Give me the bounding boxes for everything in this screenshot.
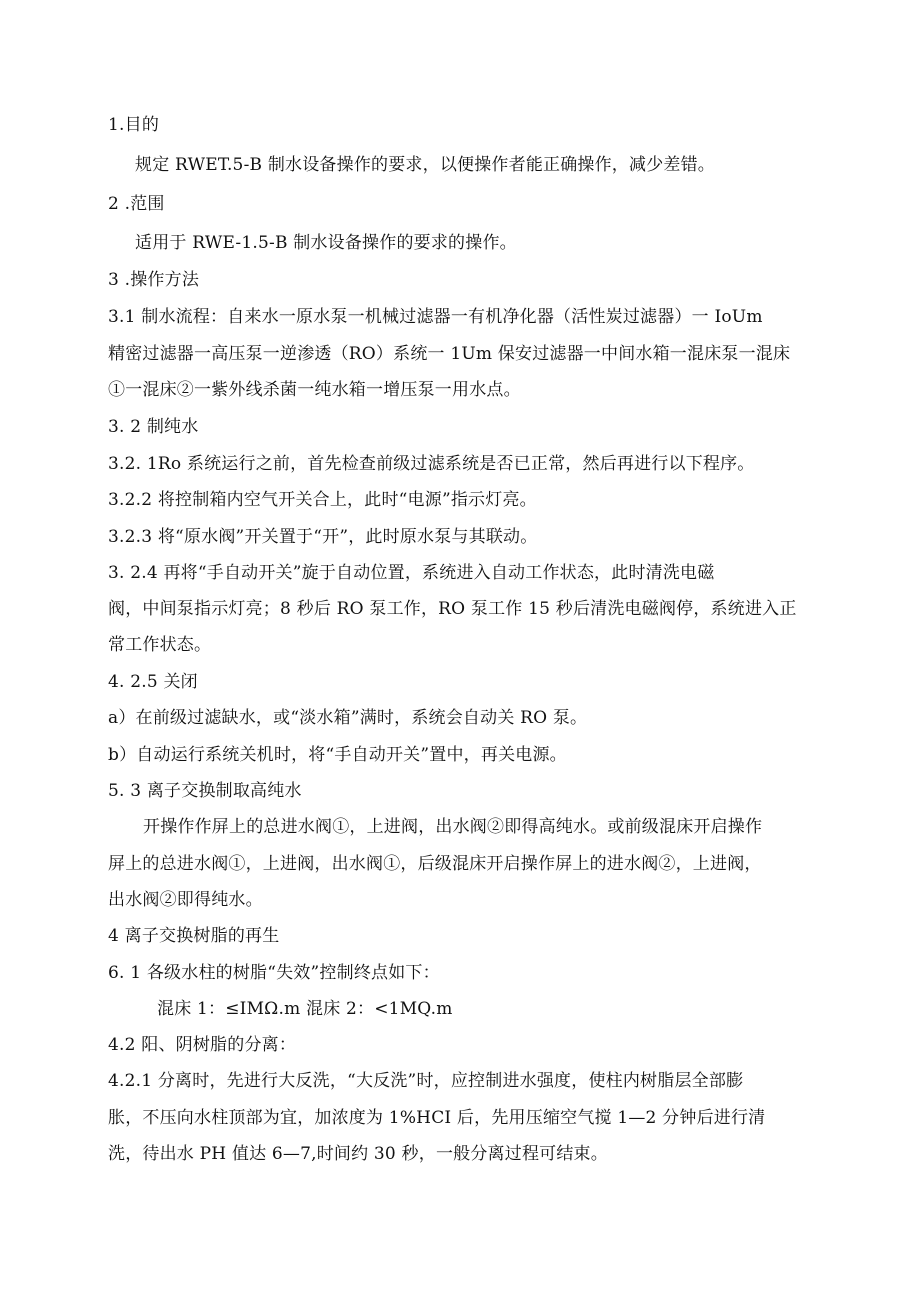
paragraph-line: ①一混床②一紫外线杀菌一纯水箱一增压泵一用水点。 [108, 380, 521, 400]
paragraph-line: 胀，不压向水柱顶部为宜，加浓度为 1%HCI 后，先用压缩空气搅 1—2 分钟后进行清 [108, 1108, 766, 1128]
section-heading: 4.2 阳、阴树脂的分离： [108, 1035, 297, 1055]
heading-purpose: 1.目的 [108, 115, 160, 135]
paragraph-line: 3.2.2 将控制箱内空气开关合上，此时“电源”指示灯亮。 [108, 490, 537, 510]
heading-scope: 2 .范围 [108, 194, 165, 214]
paragraph-line: 3.2.3 将“原水阀”开关置于“开”，此时原水泵与其联动。 [108, 527, 538, 547]
paragraph-line: 洗，待出水 PH 值达 6—7,时间约 30 秒，一般分离过程可结束。 [108, 1144, 608, 1164]
purpose-text: 规定 RWET.5-B 制水设备操作的要求，以便操作者能正确操作，减少差错。 [135, 155, 716, 175]
paragraph-line: 4.2.1 分离时，先进行大反洗，“大反洗”时，应控制进水强度，使柱内树脂层全部膨 [108, 1071, 744, 1091]
paragraph-line: 开操作作屏上的总进水阀①，上进阀，出水阀②即得高纯水。或前级混床开启操作 [143, 817, 763, 837]
section-heading: 5. 3 离子交换制取高纯水 [108, 781, 302, 801]
paragraph-line: 屏上的总进水阀①，上进阀，出水阀①，后级混床开启操作屏上的进水阀②，上进阀， [108, 854, 762, 874]
section-heading: 4. 2.5 关闭 [108, 672, 198, 692]
paragraph-line: 常工作状态。 [108, 635, 212, 655]
heading-method: 3 .操作方法 [108, 270, 200, 290]
paragraph-line: 6. 1 各级水柱的树脂“失效”控制终点如下： [108, 963, 440, 983]
scope-text: 适用于 RWE-1.5-B 制水设备操作的要求的操作。 [135, 233, 517, 253]
paragraph-line: 混床 1：≤IMΩ.m 混床 2：<1MQ.m [157, 999, 453, 1019]
paragraph-line: 出水阀②即得纯水。 [108, 890, 263, 910]
paragraph-line: 3. 2.4 再将“手自动开关”旋于自动位置，系统进入自动工作状态，此时清洗电磁 [108, 563, 715, 583]
list-item: a）在前级过滤缺水，或“淡水箱”满时，系统会自动关 RO 泵。 [108, 708, 588, 728]
paragraph-line: 3.2. 1Ro 系统运行之前，首先检查前级过滤系统是否已正常，然后再进行以下程序。 [108, 454, 755, 474]
paragraph-line: 3.1 制水流程：自来水一原水泵一机械过滤器一有机净化器（活性炭过滤器）一 IoUm [108, 307, 763, 327]
section-heading: 4 离子交换树脂的再生 [108, 926, 280, 946]
list-item: b）自动运行系统关机时，将“手自动开关”置中，再关电源。 [108, 745, 567, 765]
paragraph-line: 精密过滤器一高压泵一逆渗透（RO）系统一 1Um 保安过滤器一中间水箱一混床泵一混床 [108, 344, 791, 364]
section-heading: 3. 2 制纯水 [108, 417, 199, 437]
paragraph-line: 阀，中间泵指示灯亮；8 秒后 RO 泵工作，RO 泵工作 15 秒后清洗电磁阀停，系统进入正 [108, 599, 797, 619]
